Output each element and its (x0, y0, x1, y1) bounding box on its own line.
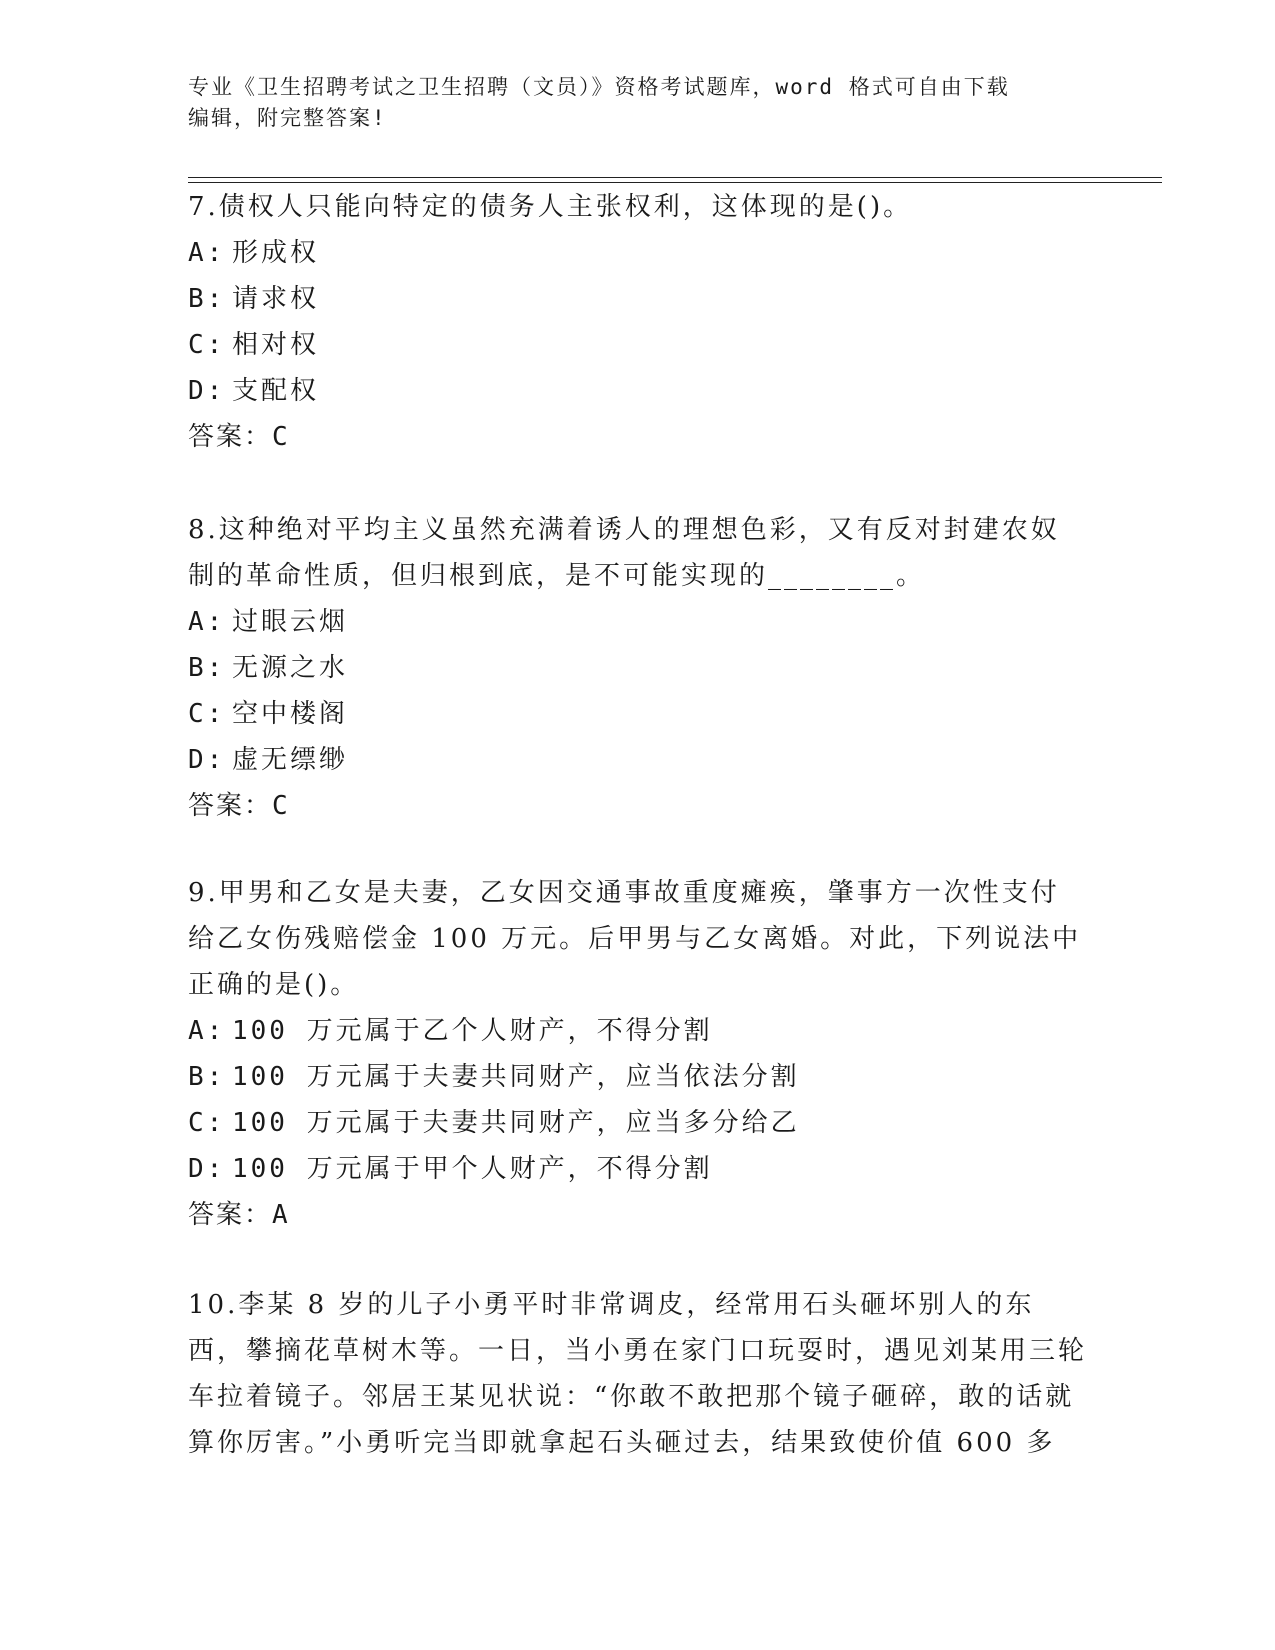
answer (188, 414, 1088, 460)
option-label: C: (188, 330, 226, 360)
question-8 (188, 507, 1088, 829)
option-text: 100 万元属于甲个人财产，不得分割 (232, 1154, 713, 1184)
option-b (188, 1054, 1088, 1100)
option-label: D: (188, 1154, 226, 1184)
option-text: 100 万元属于夫妻共同财产，应当依法分割 (232, 1062, 800, 1092)
header-divider-top (188, 177, 1162, 178)
option-b (188, 645, 1088, 691)
question-stem: 7.债权人只能向特定的债务人主张权利，这体现的是()。 (188, 192, 913, 222)
option-label: B: (188, 1062, 226, 1092)
answer (188, 1192, 1088, 1238)
answer-label: 答案： (188, 791, 273, 821)
answer-label: 答案： (188, 1200, 273, 1230)
option-text: 100 万元属于乙个人财产，不得分割 (232, 1016, 713, 1046)
option-text: 100 万元属于夫妻共同财产，应当多分给乙 (232, 1108, 800, 1138)
option-a (188, 599, 1088, 645)
option-c (188, 1100, 1088, 1146)
question-7 (188, 184, 1088, 460)
answer-key: C (272, 422, 290, 452)
option-a (188, 230, 1088, 276)
question-stem: 10.李某 8 岁的儿子小勇平时非常调皮，经常用石头砸坏别人的东西，攀摘花草树木等。一日，当小勇在家门口玩耍时，遇见刘某用三轮车拉着镜子。邻居王某见状说：“你敢不敢把那个镜子砸碎，敢的话就算你厉害。”小勇听完当即就拿起石头砸过去，结果致使价值 600 多 (188, 1290, 1088, 1458)
answer-key: A (272, 1200, 290, 1230)
question-9 (188, 870, 1088, 1238)
option-label: D: (188, 376, 226, 406)
option-text: 无源之水 (232, 653, 349, 683)
option-text: 支配权 (232, 376, 320, 406)
option-a (188, 1008, 1088, 1054)
option-label: C: (188, 699, 226, 729)
option-d (188, 737, 1088, 783)
answer-label: 答案： (188, 422, 273, 452)
option-label: B: (188, 284, 226, 314)
answer-key: C (272, 791, 290, 821)
question-stem: 8.这种绝对平均主义虽然充满着诱人的理想色彩，又有反对封建农奴制的革命性质，但归根到底，是不可能实现的________。 (188, 515, 1060, 591)
option-label: D: (188, 745, 226, 775)
option-label: C: (188, 1108, 226, 1138)
option-c (188, 691, 1088, 737)
question-stem: 9.甲男和乙女是夫妻，乙女因交通事故重度瘫痪，肇事方一次性支付给乙女伤残赔偿金 100 万元。后甲男与乙女离婚。对此，下列说法中正确的是()。 (188, 878, 1082, 1000)
question-10 (188, 1282, 1088, 1466)
option-label: A: (188, 607, 226, 637)
option-label: A: (188, 238, 226, 268)
option-text: 请求权 (232, 284, 320, 314)
header-divider-bottom (188, 182, 1162, 183)
option-text: 空中楼阁 (232, 699, 349, 729)
option-d (188, 368, 1088, 414)
option-text: 过眼云烟 (232, 607, 349, 637)
option-text: 虚无缥缈 (232, 745, 349, 775)
option-label: A: (188, 1016, 226, 1046)
option-c (188, 322, 1088, 368)
option-label: B: (188, 653, 226, 683)
option-text: 形成权 (232, 238, 320, 268)
document-header (188, 72, 1088, 134)
option-b (188, 276, 1088, 322)
option-d (188, 1146, 1088, 1192)
header-line-1: 专业《卫生招聘考试之卫生招聘（文员）》资格考试题库，word 格式可自由下载 (188, 75, 1010, 99)
answer (188, 783, 1088, 829)
option-text: 相对权 (232, 330, 320, 360)
header-line-2: 编辑，附完整答案! (188, 106, 387, 130)
